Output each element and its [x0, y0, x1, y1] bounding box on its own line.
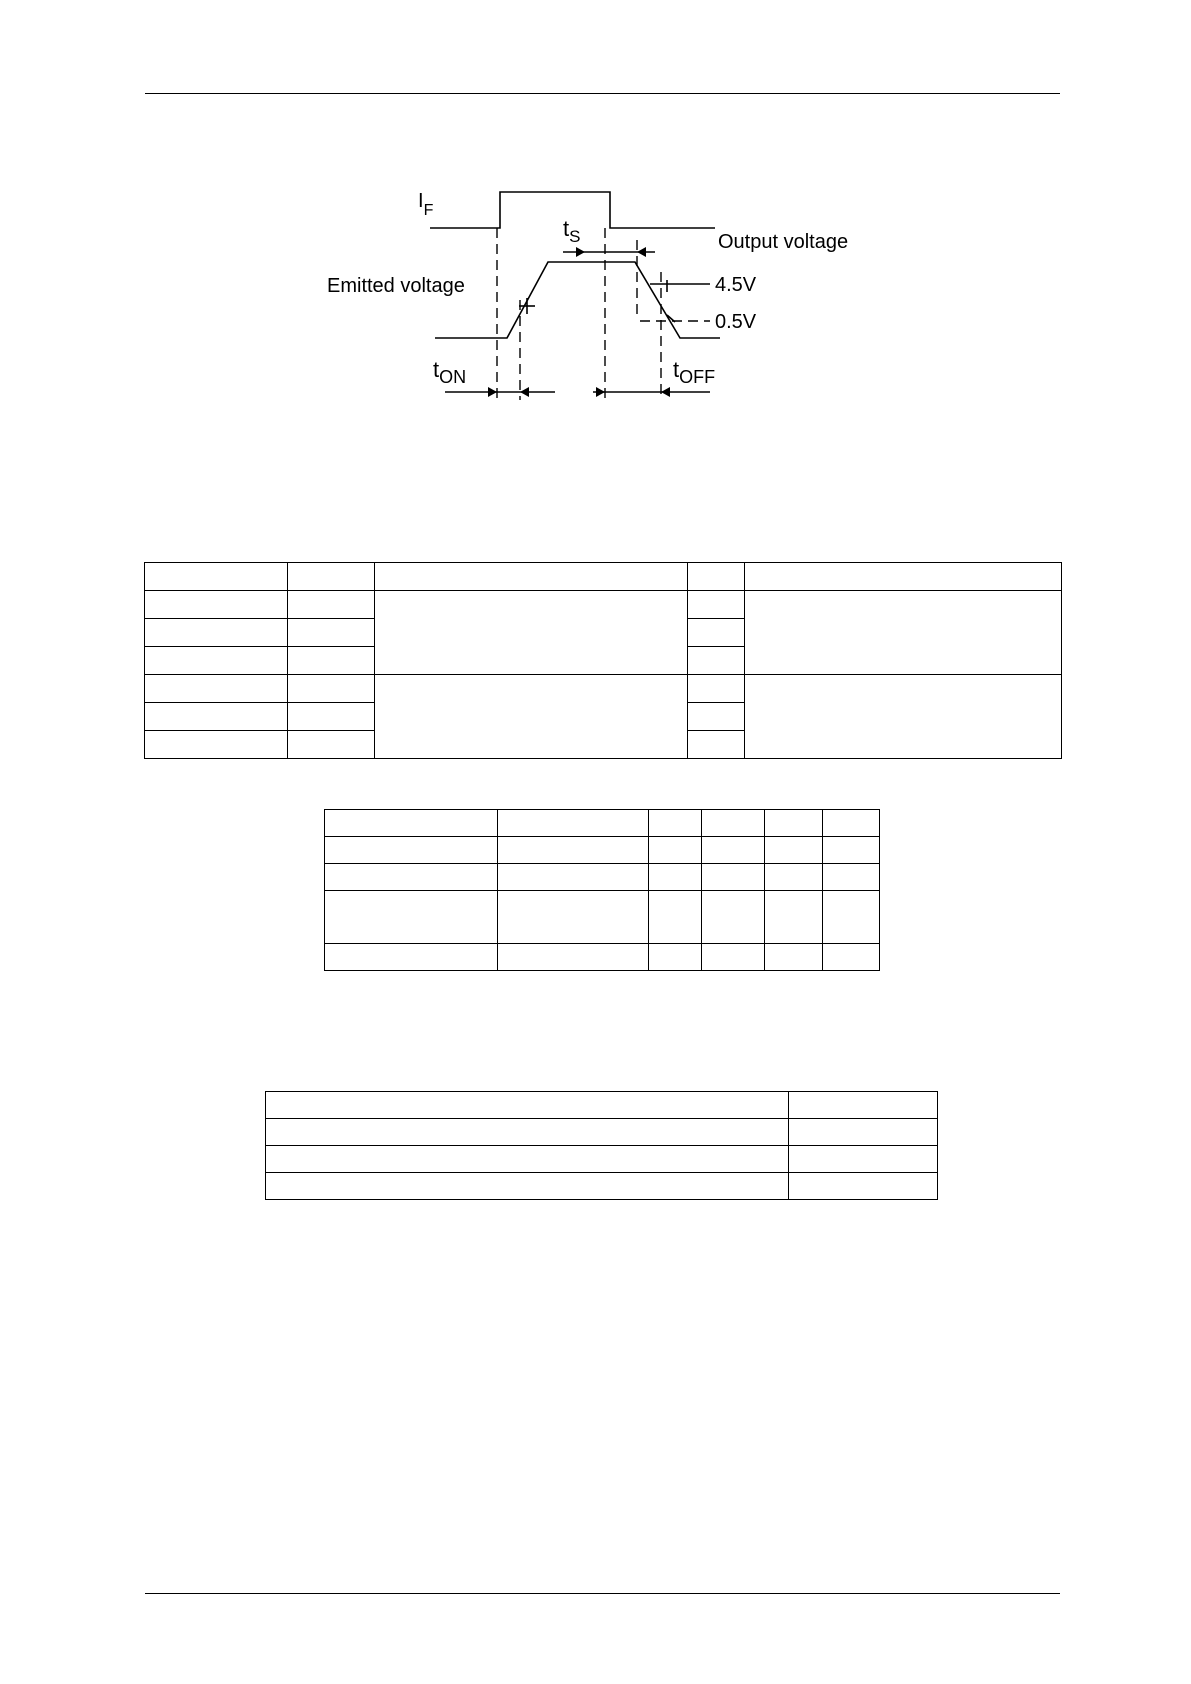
- level-high-label: 4.5V: [715, 274, 757, 296]
- if-pulse-waveform: [430, 192, 715, 228]
- table-row: [325, 944, 880, 971]
- level-low-label: 0.5V: [715, 311, 757, 333]
- ts-label: $t_S$: [563, 216, 581, 246]
- switching-time-waveform-diagram: [315, 180, 895, 420]
- table-row: [325, 837, 880, 864]
- table-row: [266, 1119, 938, 1146]
- toff-label: $t_{OFF}$: [673, 357, 716, 387]
- table-row: [325, 891, 880, 944]
- if-label: $I_F$: [418, 190, 434, 219]
- table-row: [266, 1092, 938, 1119]
- table-row: [145, 563, 1062, 591]
- table-3: [265, 1091, 938, 1200]
- table-1: [144, 562, 1062, 759]
- table-2: [324, 809, 880, 971]
- table-row: [266, 1146, 938, 1173]
- table-row: [325, 810, 880, 837]
- header-rule: [145, 93, 1060, 94]
- ton-label: $t_{ON}$: [433, 357, 467, 387]
- table-row: [145, 591, 1062, 619]
- table-row: [145, 675, 1062, 703]
- table-row: [266, 1173, 938, 1200]
- emitted-voltage-label: Emitted voltage: [327, 275, 465, 297]
- output-voltage-label: Output voltage: [718, 231, 849, 253]
- table-row: [325, 864, 880, 891]
- footer-rule: [145, 1593, 1060, 1594]
- output-voltage-waveform: [435, 262, 720, 338]
